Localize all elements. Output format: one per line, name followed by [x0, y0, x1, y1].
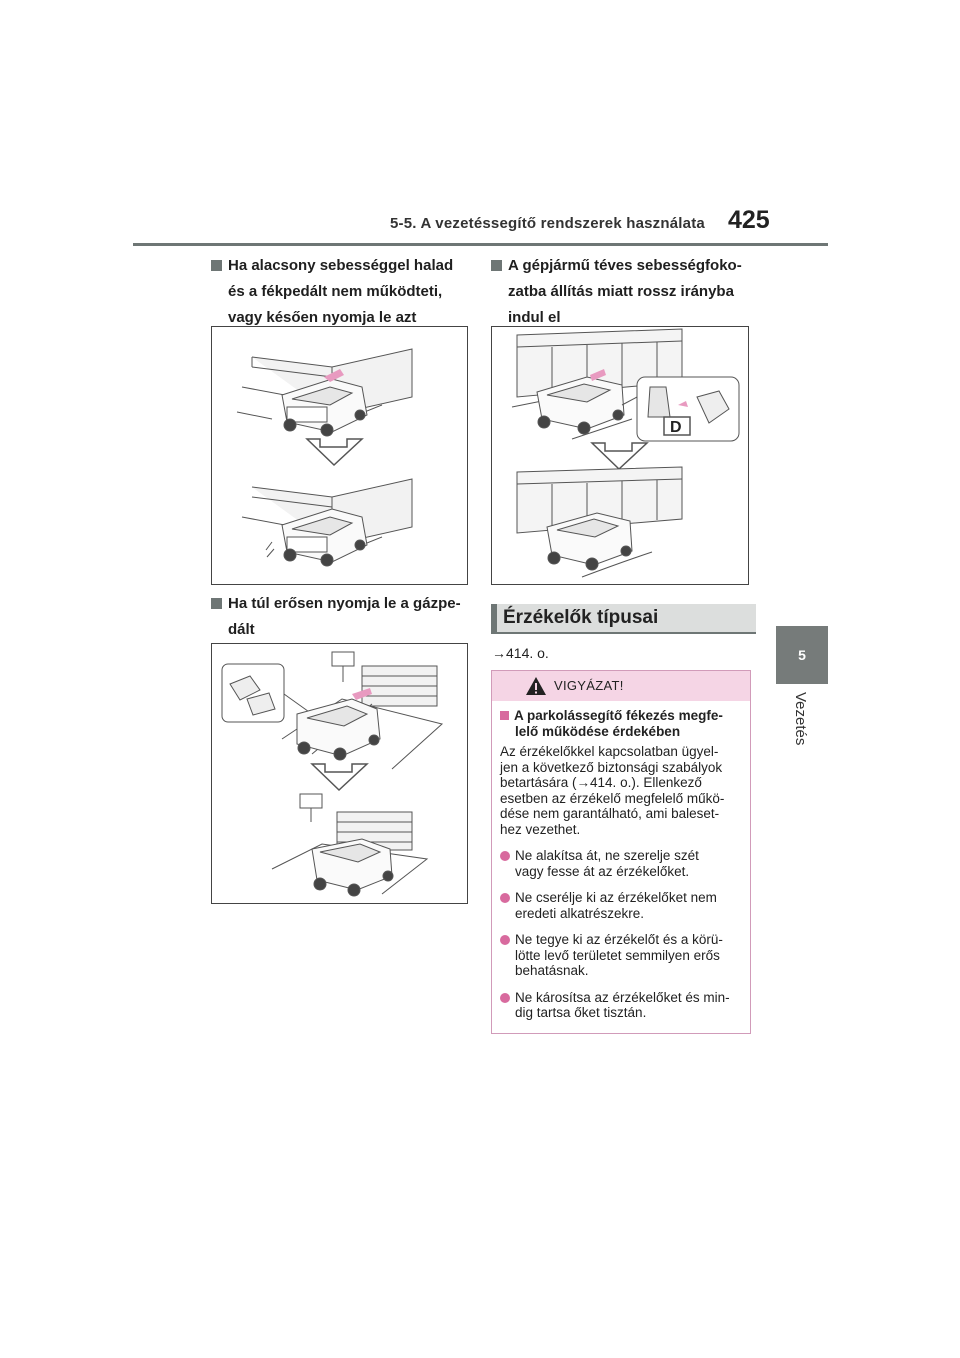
bullet-square-icon [491, 260, 502, 271]
chapter-tab [776, 626, 828, 684]
warning-title: VIGYÁZAT! [554, 678, 624, 693]
header-rule [133, 243, 828, 246]
illustration-car-store [492, 327, 748, 584]
page-number: 425 [728, 206, 770, 234]
bullet-low-speed: Ha alacsony sebességgel halad és a fékpedált nem működteti, vagy késően nyomja le azt [211, 253, 471, 331]
bullet-square-icon [211, 598, 222, 609]
warning-intro: Az érzékelőkkel kapcsolatban ügyel- jen a következő biztonsági szabályok betartására (→414. o.). Ellenkező esetben az érzékelő megfelelő műkö- dése nem garantálható, ami baleset- hez vezethet. [500, 744, 725, 837]
illustration-car-parking [212, 644, 467, 903]
warning-item: Ne alakítsa át, ne szerelje szét vagy fesse át az érzékelőket. [500, 848, 744, 879]
warning-item: Ne cserélje ki az érzékelőket nem eredeti alkatrészekre. [500, 890, 744, 921]
warning-triangle-icon [525, 676, 547, 696]
pink-dot-icon [500, 893, 510, 903]
section-heading: Érzékelők típusai [491, 604, 756, 634]
pink-dot-icon [500, 993, 510, 1003]
figure-accelerator [211, 643, 468, 904]
illustration-car-wall [212, 327, 467, 584]
bullet-accelerator: Ha túl erősen nyomja le a gázpe- dált [211, 591, 471, 643]
warning-item: Ne tegye ki az érzékelőt és a körü- lötte levő területet semmilyen erős behatásnak. [500, 932, 744, 979]
bullet-square-icon [211, 260, 222, 271]
warning-item: Ne károsítsa az érzékelőket és min- dig tartsa őket tisztán. [500, 990, 744, 1021]
figure-wrong-gear [491, 326, 749, 585]
warning-box [491, 670, 751, 1034]
bullet-wrong-gear: A gépjármű téves sebességfoko- zatba állítás miatt rossz irányba indul el [491, 253, 761, 331]
warning-header [492, 671, 750, 701]
pink-dot-icon [500, 851, 510, 861]
gear-d-label: D [670, 419, 682, 436]
section-title: 5-5. A vezetéssegítő rendszerek használata [390, 215, 705, 232]
page-reference: →414. o. [492, 645, 549, 661]
pink-dot-icon [500, 935, 510, 945]
figure-low-speed [211, 326, 468, 585]
chapter-label: Vezetés [792, 692, 809, 746]
chapter-number: 5 [798, 647, 806, 663]
pink-square-icon [500, 711, 509, 720]
warning-subhead: A parkolássegítő fékezés megfe- lelő működése érdekében [500, 708, 744, 739]
